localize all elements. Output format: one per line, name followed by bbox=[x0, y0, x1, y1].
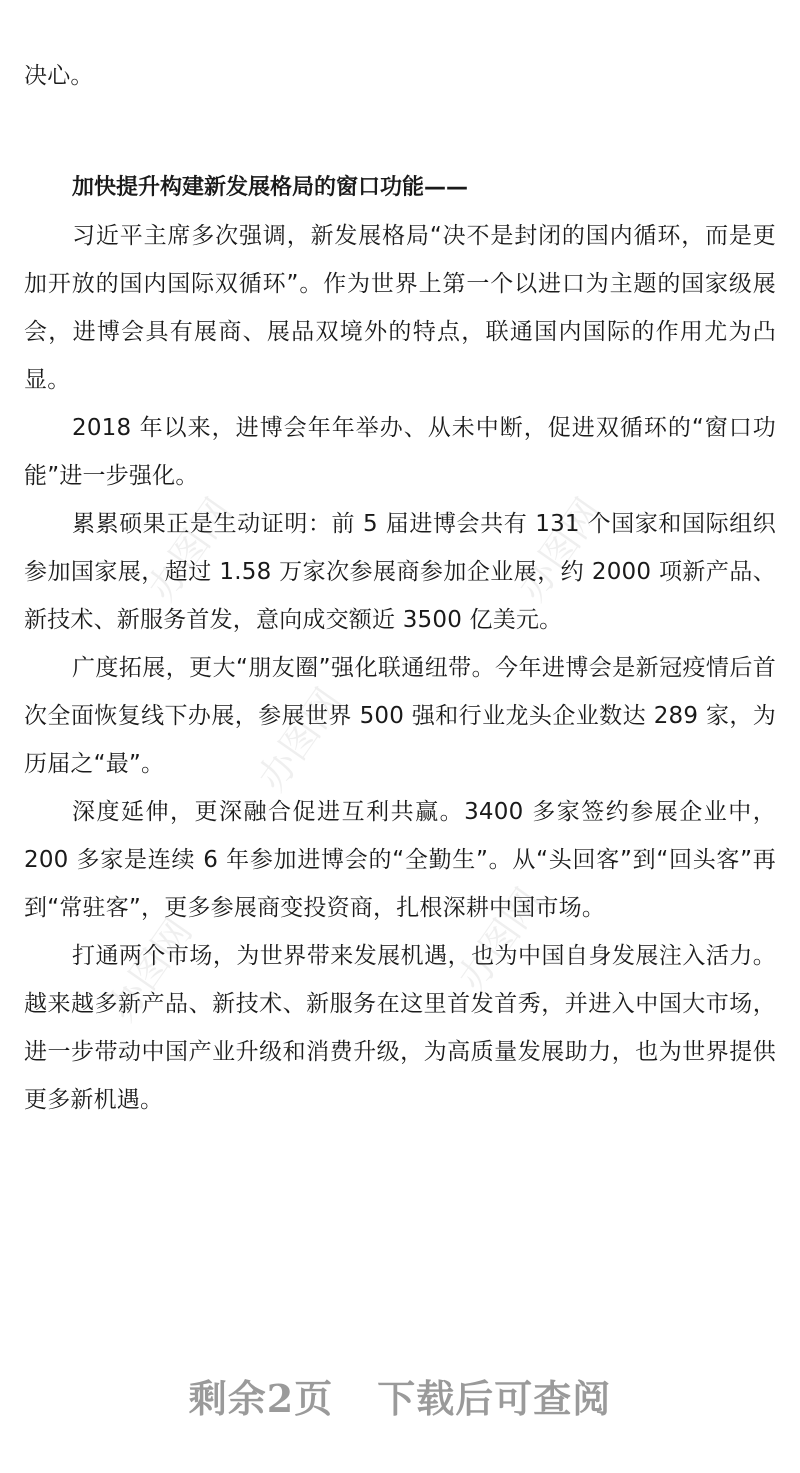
watermark: 办图网 bbox=[139, 490, 241, 609]
paragraph-fragment: 决心。 bbox=[24, 63, 94, 89]
watermark: 办图网 bbox=[249, 680, 351, 799]
section-heading: 加快提升构建新发展格局的窗口功能—— bbox=[72, 175, 469, 200]
paragraph: 2018 年以来，进博会年年举办、从未中断，促进双循环的“窗口功能”进一步强化。 bbox=[24, 415, 776, 489]
watermark: 办图网 bbox=[99, 910, 201, 1029]
paragraph: 广度拓展，更大“朋友圈”强化联通纽带。今年进博会是新冠疫情后首次全面恢复线下办展，参展世界 500 强和行业龙头企业数达 289 家，为历届之“最”。 bbox=[24, 655, 776, 777]
remaining-pages-text: 剩余2页 bbox=[188, 1376, 334, 1421]
watermark: 办图网 bbox=[449, 880, 551, 999]
document-body bbox=[24, 52, 776, 1124]
download-prompt-text[interactable]: 下载后可查阅 bbox=[377, 1376, 612, 1421]
paragraph: 习近平主席多次强调，新发展格局“决不是封闭的国内循环，而是更加开放的国内国际双循环”。作为世界上第一个以进口为主题的国家级展会，进博会具有展商、展品双境外的特点，联通国内国际的作用尤为凸显。 bbox=[24, 223, 776, 393]
download-prompt-banner[interactable] bbox=[0, 1368, 800, 1423]
paragraph: 深度延伸，更深融合促进互利共赢。3400 多家签约参展企业中，200 多家是连续 6 年参加进博会的“全勤生”。从“头回客”到“回头客”再到“常驻客”，更多参展商变投资商，扎根深耕中国市场。 bbox=[24, 799, 776, 921]
paragraph: 打通两个市场，为世界带来发展机遇，也为中国自身发展注入活力。越来越多新产品、新技术、新服务在这里首发首秀，并进入中国大市场，进一步带动中国产业升级和消费升级，为高质量发展助力，也为世界提供更多新机遇。 bbox=[24, 943, 776, 1113]
watermark: 办图网 bbox=[509, 490, 611, 609]
paragraph: 累累硕果正是生动证明：前 5 届进博会共有 131 个国家和国际组织参加国家展，超过 1.58 万家次参展商参加企业展，约 2000 项新产品、新技术、新服务首发，意向成交额近 3500 亿美元。 bbox=[24, 511, 776, 633]
